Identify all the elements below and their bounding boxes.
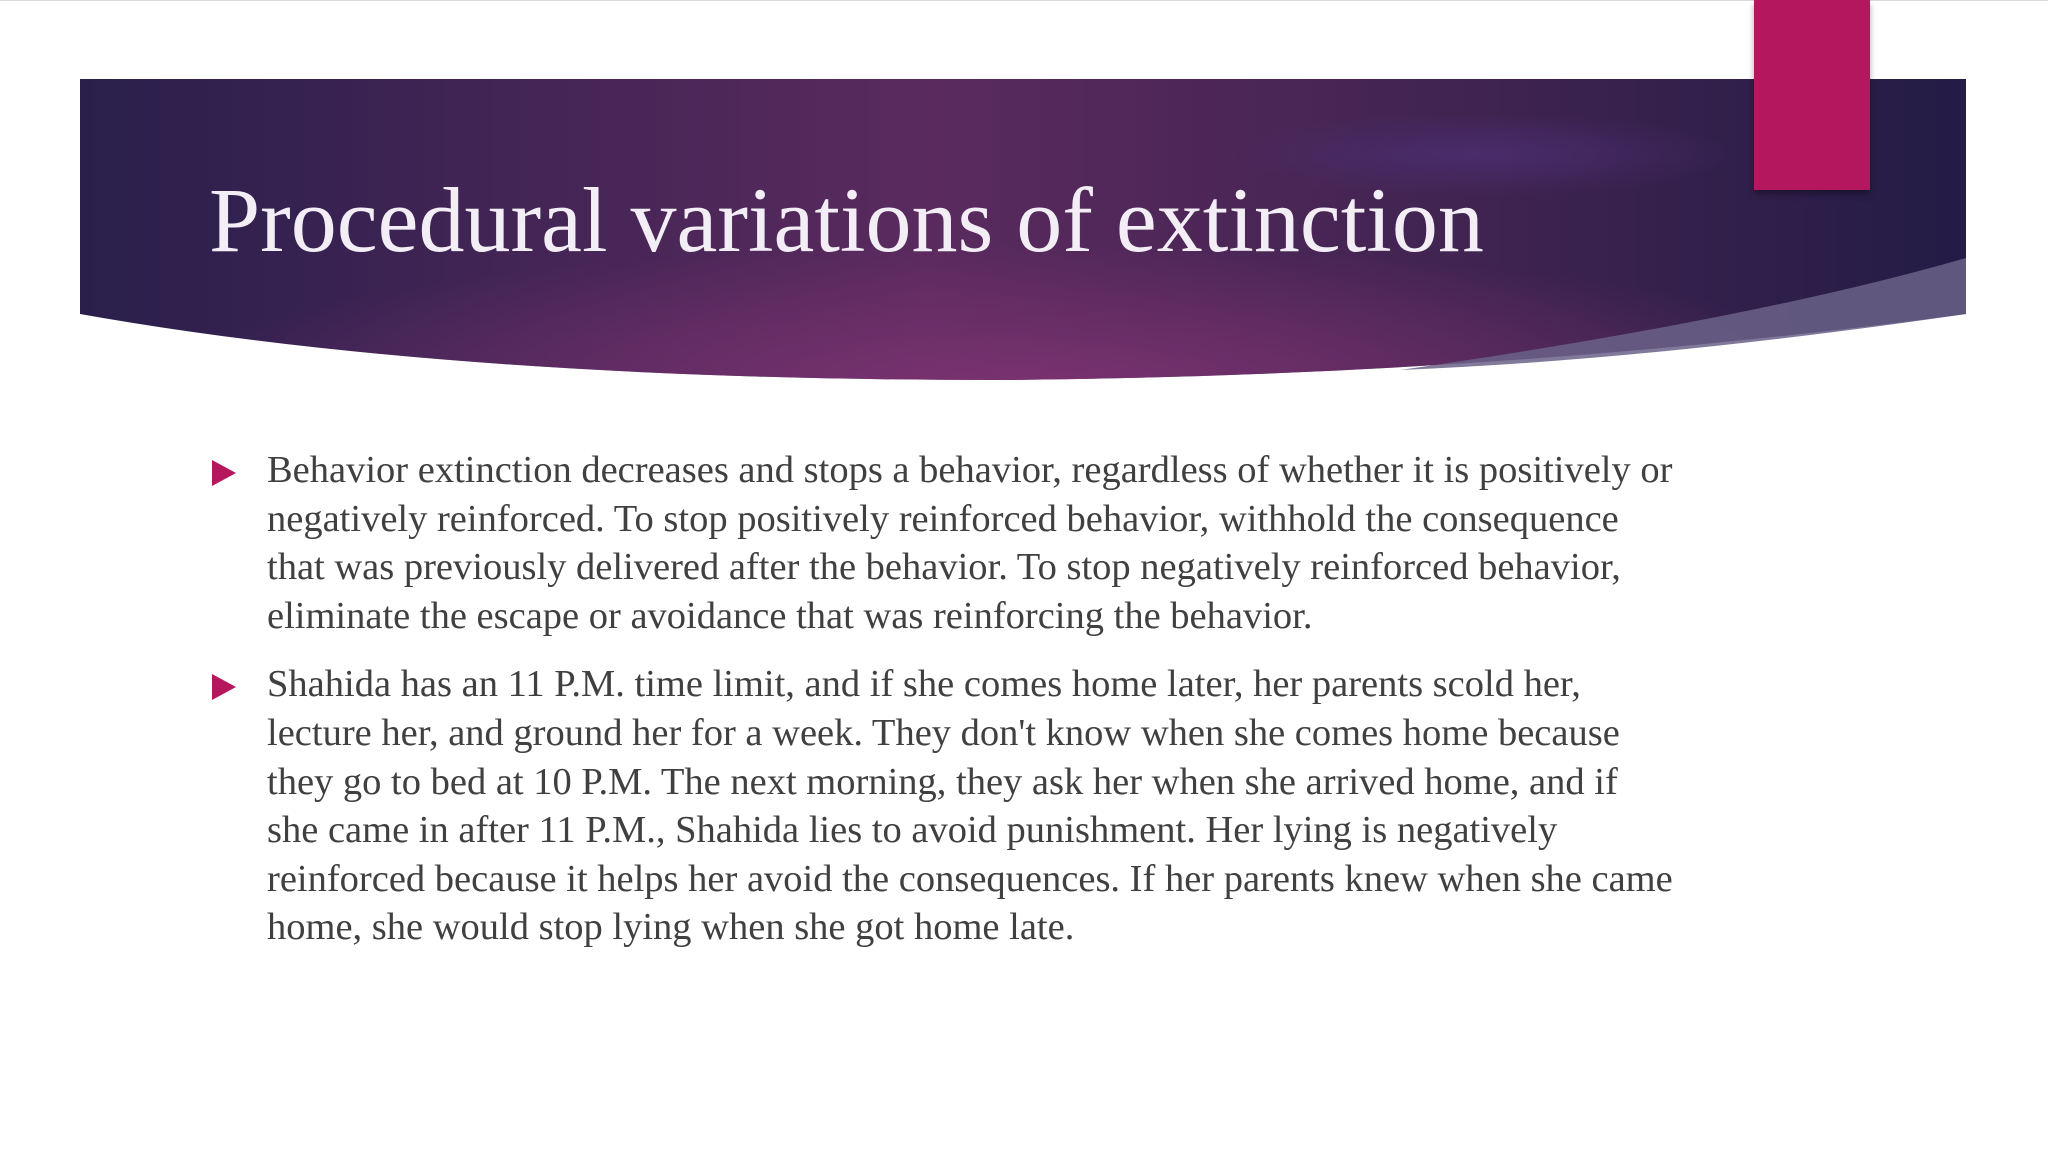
bullet-list (208, 446, 1678, 972)
slide-title: Procedural variations of extinction (209, 169, 1484, 271)
bullet-text: Behavior extinction decreases and stops a behavior, regardless of whether it is positively or negatively reinforced. To stop positively reinforced behavior, withhold the consequence that was previously delivered after the behavior. To stop negatively reinforced behavior, eliminate the escape or avoidance that was reinforcing the behavior. (267, 449, 1673, 637)
bullet-item (208, 446, 1678, 640)
bullet-text: Shahida has an 11 P.M. time limit, and if she comes home later, her parents scold her, lecture her, and ground her for a week. They don't know when she comes home because they go to bed at 10 P.M. The next morning, they ask her when she arrived home, and if she came in after 11 P.M., Shahida lies to avoid punishment. Her lying is negatively reinforced because it helps her avoid the consequences. If her parents knew when she came home, she would stop lying when she got home late. (267, 663, 1673, 949)
triangle-right-icon (212, 674, 236, 700)
bullet-item (208, 660, 1678, 952)
accent-tab (1754, 0, 1870, 190)
triangle-right-icon (212, 460, 236, 486)
